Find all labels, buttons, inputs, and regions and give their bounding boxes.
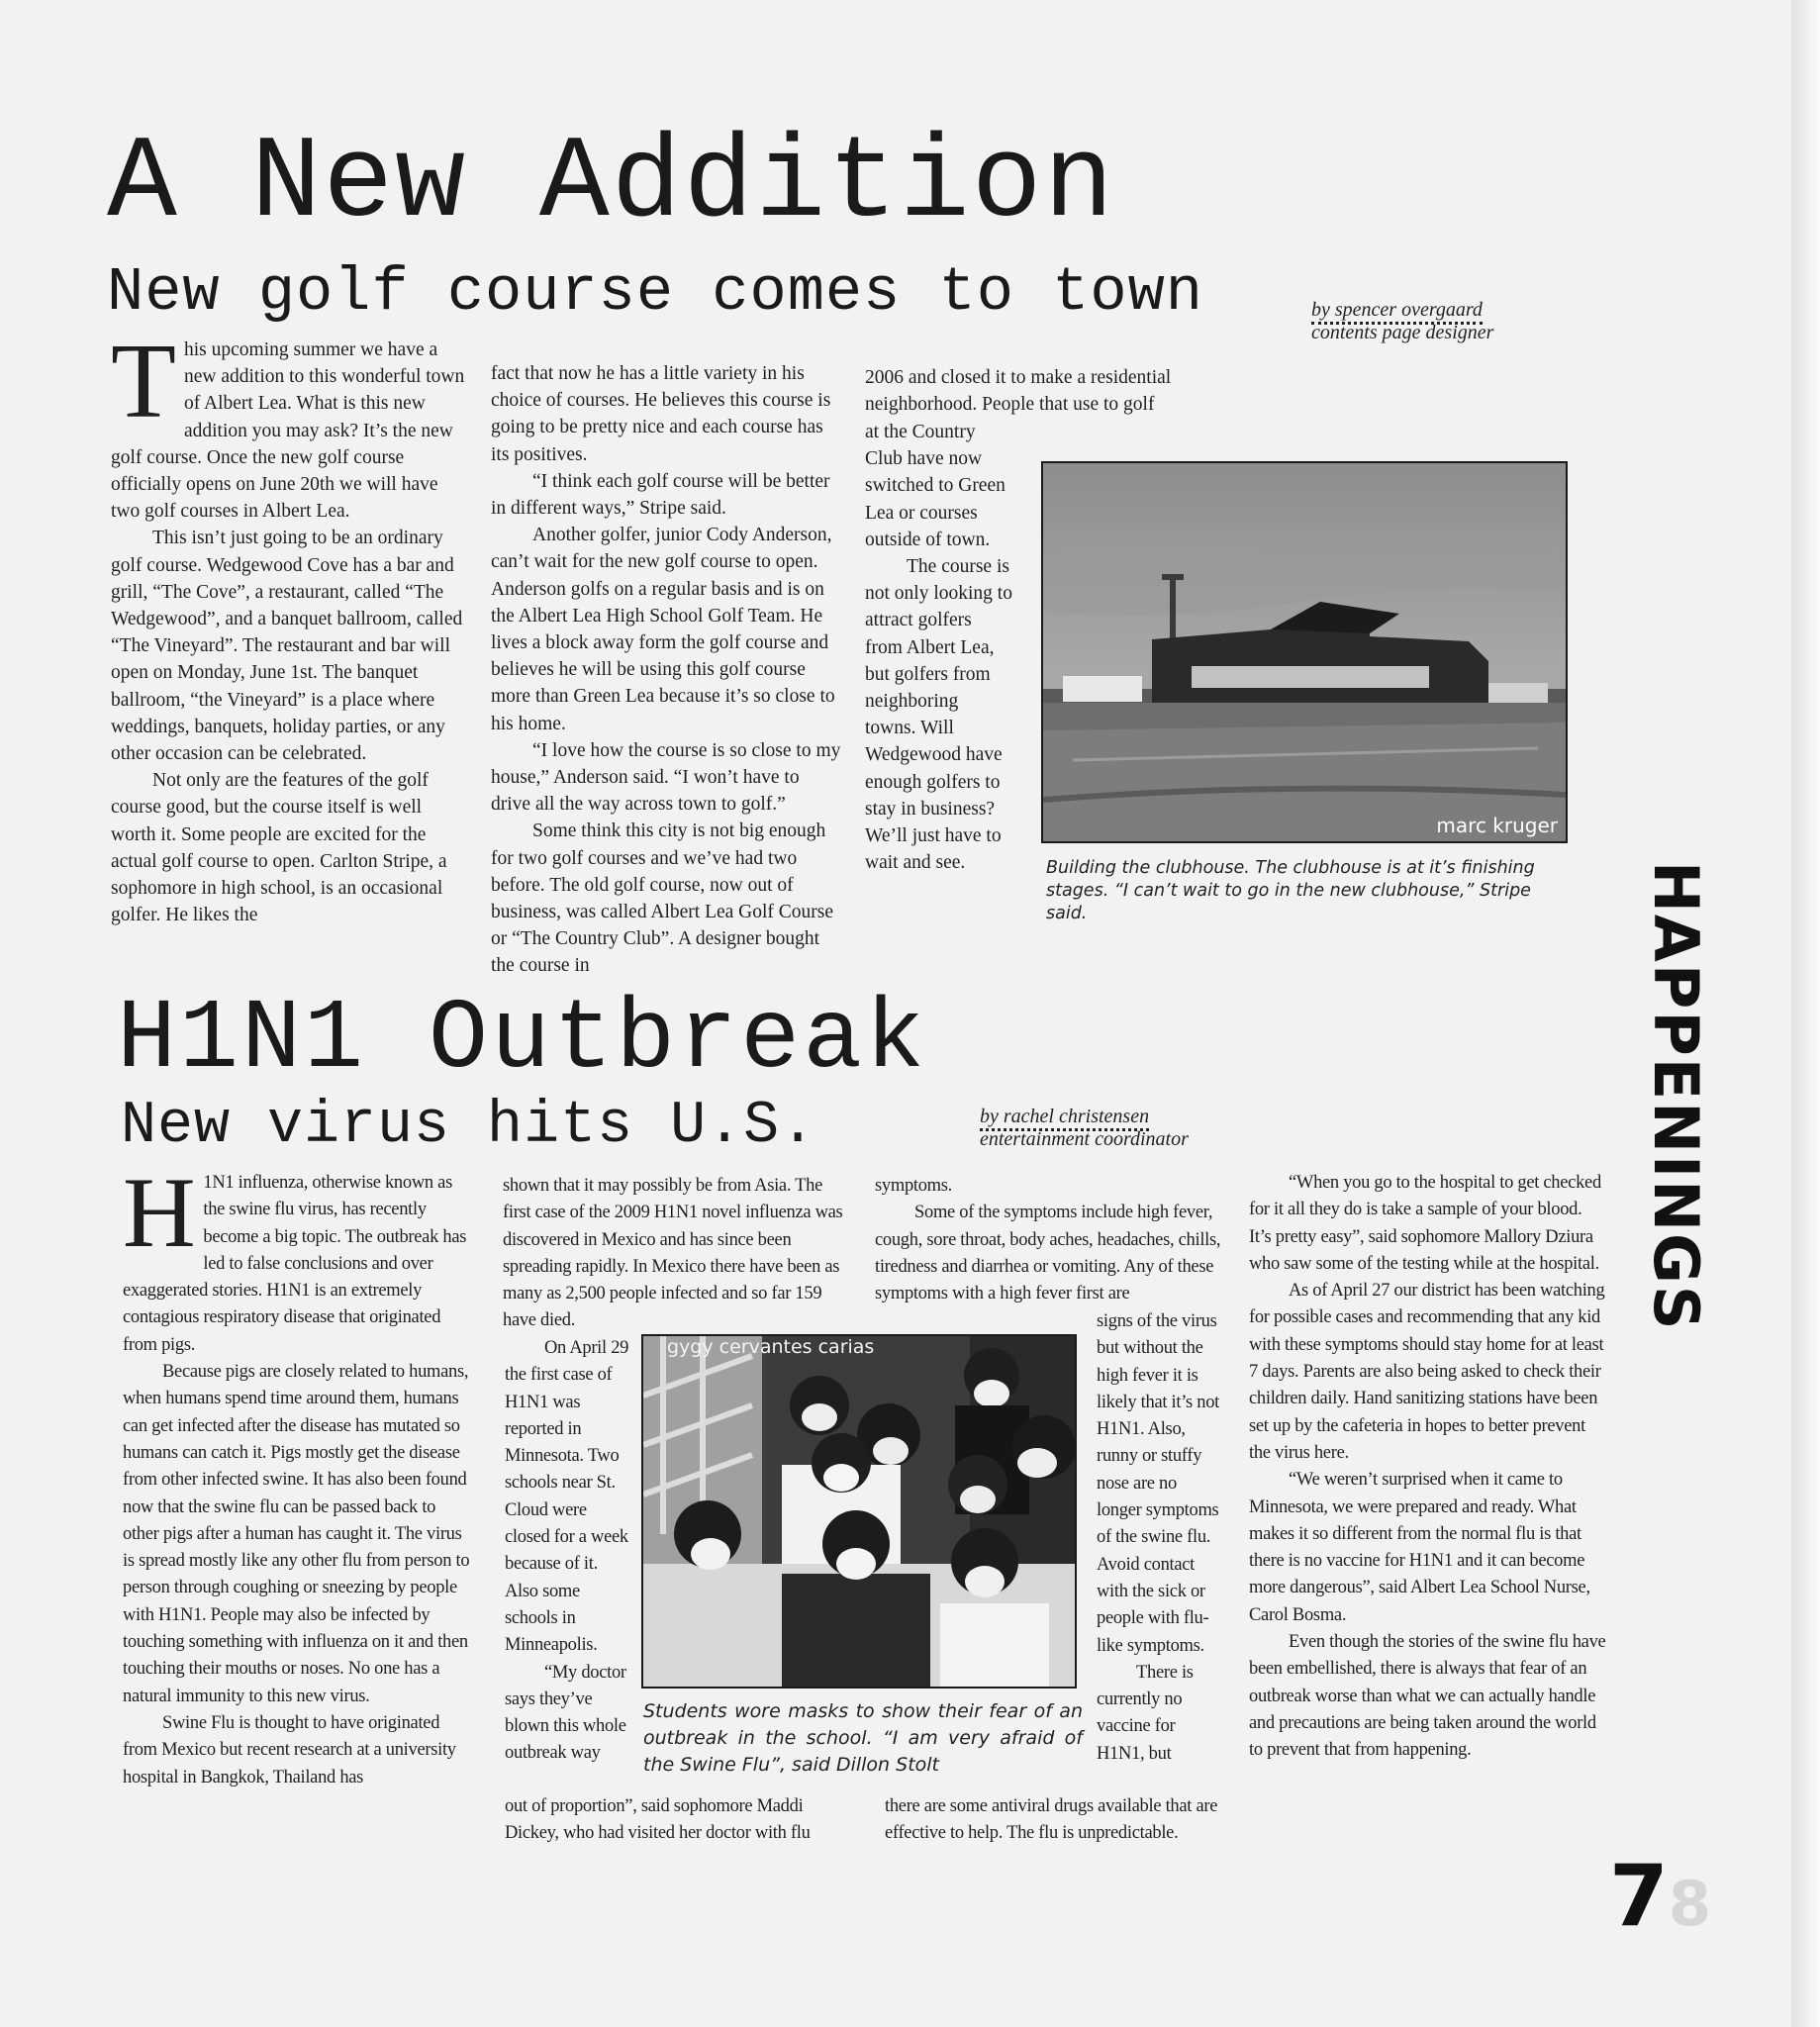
article2-headline: H1N1 Outbreak xyxy=(117,985,928,1097)
article2-paragraph: Because pigs are closely related to humans, when humans spend time around them, humans can get infected after the disease has mutated so humans can catch it. Pigs mostly get the disease from other infected swine. It has also been found now that the swine flu can be passed back to other pigs after a human has caught it. The virus is spread mostly like any other flu from person to person through coughing or sneezing by people with H1N1. People may also be infected by touching something with influenza on it and then touching their mouths or noses. No one has a natural immunity to this new virus. xyxy=(123,1362,470,1706)
article2-byline xyxy=(980,1106,1189,1151)
article1-byline xyxy=(1311,299,1493,344)
article1-byline-title: contents page designer xyxy=(1311,322,1494,343)
article2-paragraph: Swine Flu is thought to have originated from Mexico but recent research at a university hospital in Bangkok, Thailand has xyxy=(123,1712,456,1787)
article2-paragraph: On April 29 the first case of H1N1 was reported in Minnesota. Two schools near St. Cloud were closed for a week because of it. Also some schools in Minneapolis. xyxy=(505,1338,629,1656)
article1-column-2 xyxy=(491,360,843,980)
article2-paragraph: there are some antiviral drugs available that are effective to help. The flu is unpredictable. xyxy=(885,1796,1218,1844)
article2-paragraph: shown that it may possibly be from Asia. The first case of the 2009 H1N1 novel influenza was discovered in Mexico and has since been spreading rapidly. In Mexico there have been as many as 2,500 people infected and so far 159 have died. xyxy=(503,1176,843,1331)
article1-byline-name: by spencer overgaard xyxy=(1311,299,1483,325)
article2-paragraph: Some of the symptoms include high fever, cough, sore throat, body aches, headaches, chills, tiredness and diarrhea or vomiting. Any of these symptoms with a high fever first are xyxy=(875,1203,1221,1304)
article2-column-2-narrow xyxy=(505,1335,633,1768)
article1-paragraph: “I think each golf course will be better in different ways,” Stripe said. xyxy=(491,470,830,520)
article1-paragraph: Some think this city is not big enough for two golf courses and we’ve had two before. The old golf course, now out of business, was called Albert Lea Golf Course or “The Country Club”. A designer bought the course in xyxy=(491,820,834,977)
article2-paragraph: Even though the stories of the swine flu have been embellished, there is always that fear of an outbreak worse than what we can actually handle and precautions are being taken around the world to prevent that from happening. xyxy=(1249,1632,1606,1761)
students-image xyxy=(643,1336,1075,1687)
article2-paragraph: out of proportion”, said sophomore Maddi Dickey, who had visited her doctor with flu xyxy=(505,1796,811,1844)
students-photo xyxy=(641,1334,1077,1689)
page-number xyxy=(1609,1847,1711,1946)
clubhouse-photo xyxy=(1041,461,1568,843)
article1-paragraph: 2006 and closed it to make a residential neighborhood. People that use to golf xyxy=(865,367,1172,416)
article1-paragraph: at the Country Club have now switched to Green Lea or courses outside of town. xyxy=(865,422,1006,550)
students-photo-credit: gygy cervantes carias xyxy=(667,1336,875,1358)
article2-paragraph: 1N1 influenza, otherwise known as the swine flu virus, has recently become a big topic. The outbreak has led to false conclusions and over exaggerated stories. H1N1 is an extremely contagious respiratory disease that originated from pigs. xyxy=(123,1173,467,1355)
students-caption: Students wore masks to show their fear of an outbreak in the school. “I am very afraid of the Swine Flu”, said Dillon Stolt xyxy=(643,1700,1083,1776)
article1-column-1 xyxy=(111,323,465,928)
clubhouse-caption: Building the clubhouse. The clubhouse is at it’s finishing stages. “I can’t wait to go in the new clubhouse,” Stripe said. xyxy=(1046,858,1535,923)
article2-column-1 xyxy=(123,1157,471,1791)
article2-paragraph: signs of the virus but without the high fever it is likely that it’s not H1N1. Also, runny or stuffy nose are no longer symptoms of the swine flu. Avoid contact with the sick or people with flu-like symptoms. xyxy=(1097,1311,1220,1656)
article1-paragraph: “I love how the course is so close to my house,” Anderson said. “I won’t have to drive all the way across town to golf.” xyxy=(491,739,841,816)
page-number-ghost: 8 xyxy=(1668,1868,1711,1940)
page-number-current: 7 xyxy=(1609,1847,1669,1946)
article1-paragraph: his upcoming summer we have a new addition to this wonderful town of Albert Lea. What is this new addition you may ask? It’s the new golf course. Once the new golf course officially opens on June 20th we will have two golf courses in Albert Lea. xyxy=(111,339,465,523)
article1-paragraph: Not only are the features of the golf course good, but the course itself is well worth it. Some people are excited for the actual golf course to open. Carlton Stripe, a sophomore in high school, is an occasional golfer. He likes the xyxy=(111,770,447,926)
article2-byline-title: entertainment coordinator xyxy=(980,1128,1189,1150)
article2-paragraph: There is currently no vaccine for H1N1, but xyxy=(1097,1662,1194,1764)
article2-column-3-bottom xyxy=(885,1793,1231,1848)
article1-paragraph: fact that now he has a little variety in his choice of courses. He believes this course is going to be pretty nice and each course has its positives. xyxy=(491,363,831,465)
article2-subhead: New virus hits U.S. xyxy=(121,1093,817,1160)
article2-column-3-top xyxy=(875,1173,1223,1307)
clubhouse-photo-credit: marc kruger xyxy=(1436,814,1558,837)
article1-dropcap: T xyxy=(111,323,176,440)
article2-paragraph: “My doctor says they’ve blown this whole outbreak way xyxy=(505,1662,626,1764)
article2-column-2-bottom xyxy=(505,1793,847,1848)
article2-paragraph: As of April 27 our district has been watching for possible cases and recommending that any kid with these symptoms should stay home for at least 7 days. Parents are also being asked to check their children daily. Hand sanitizing stations have been set up by the cafeteria in hopes to better prevent the virus here. xyxy=(1249,1281,1605,1463)
article2-column-3-narrow xyxy=(1097,1308,1223,1768)
article1-paragraph: Another golfer, junior Cody Anderson, can’t wait for the new golf course to open. Anderson golfs on a regular basis and is on the Albert Lea High School Golf Team. He lives a block away form the golf course and believes he will be using this golf course more than Green Lea because it’s so close to his home. xyxy=(491,525,835,734)
article2-paragraph: “When you go to the hospital to get checked for it all they do is take a sample of your blood. It’s pretty easy”, said sophomore Mallory Dziura who saw some of the testing while at the hospital. xyxy=(1249,1173,1601,1274)
article2-paragraph: symptoms. xyxy=(875,1176,952,1196)
article2-column-4 xyxy=(1249,1170,1607,1765)
article2-paragraph: “We weren’t surprised when it came to Minnesota, we were prepared and ready. What makes it so different from the normal flu is that there is no vaccine for H1N1 and it can become more dangerous”, said Albert Lea School Nurse, Carol Bosma. xyxy=(1249,1470,1590,1625)
article1-subhead: New golf course comes to town xyxy=(107,257,1203,328)
clubhouse-image xyxy=(1043,463,1566,841)
article2-byline-name: by rachel christensen xyxy=(980,1106,1149,1131)
section-label: HAPPENINGS xyxy=(1640,861,1712,1332)
article1-headline: A New Addition xyxy=(107,119,1116,250)
article1-column-3 xyxy=(865,419,1013,876)
page-edge xyxy=(1791,0,1820,2027)
article1-paragraph: This isn’t just going to be an ordinary golf course. Wedgewood Cove has a bar and grill, “The Cove”, a restaurant, called “The Wedgewood”, and a banquet ballroom, called “The Vineyard”. The restaurant and bar will open on Monday, June 1st. The banquet ballroom, “the Vineyard” is a place where weddings, banquets, holiday parties, or any other occasion can be celebrated. xyxy=(111,528,463,765)
article2-dropcap: H xyxy=(123,1157,196,1269)
article1-paragraph: The course is not only looking to attract golfers from Albert Lea, but golfers from neighboring towns. Will Wedgewood have enough golfers to stay in business? We’ll just have to wait and see. xyxy=(865,556,1012,874)
article2-column-2-top xyxy=(503,1173,845,1335)
article1-column-3-top xyxy=(865,364,1221,418)
